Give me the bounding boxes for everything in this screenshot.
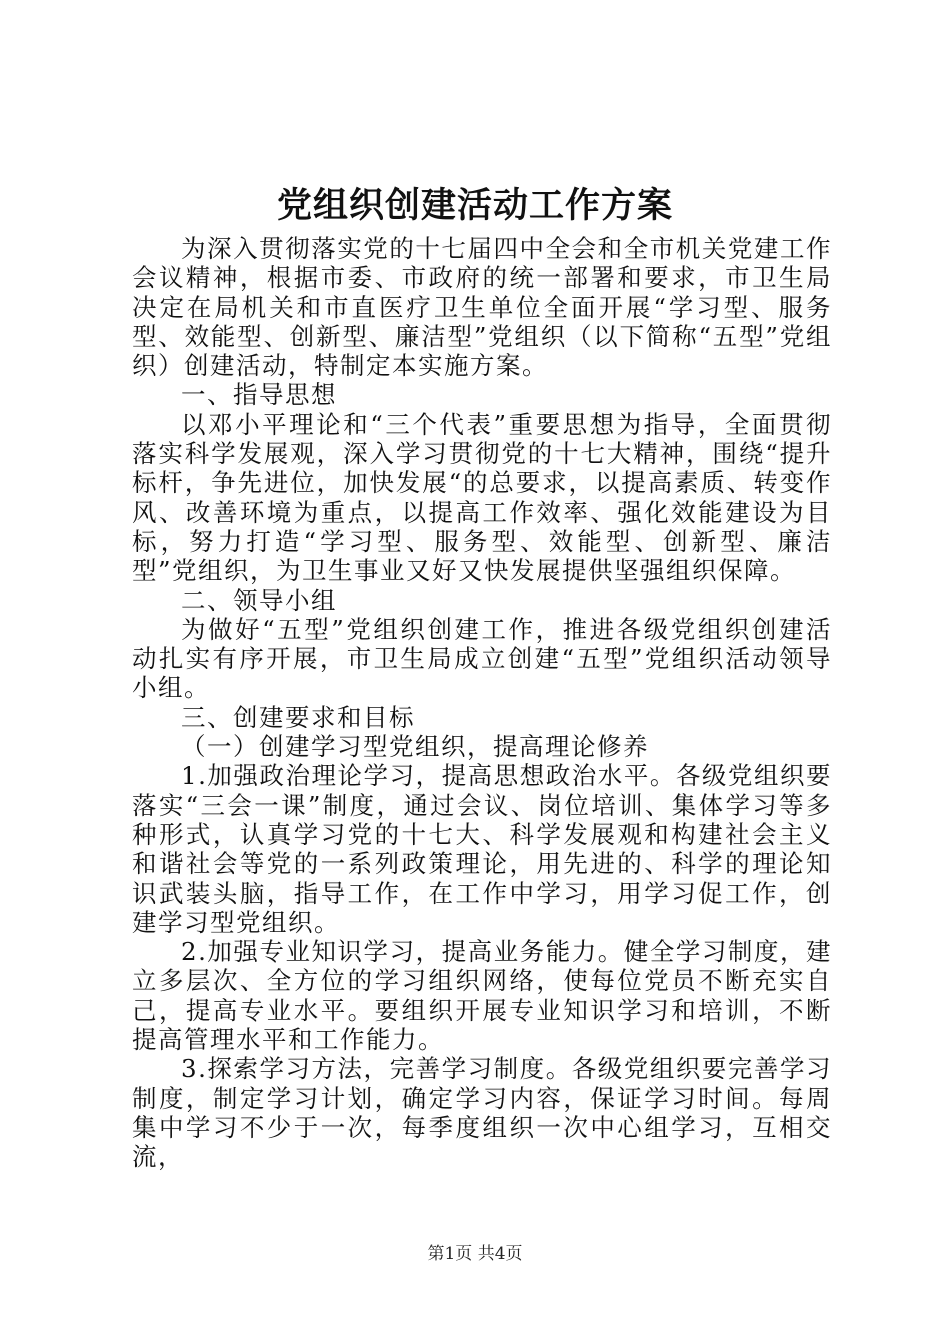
document-title: 党组织创建活动工作方案 — [276, 185, 673, 226]
page-footer: 第1页 共4页 — [427, 1244, 523, 1264]
item-3-paragraph: 3.探索学习方法，完善学习制度。各级党组织要完善学习制度，制定学习计划，确定学习内容，保证学习时间。每周集中学习不少于一次，每季度组织一次中心组学习，互相交流， — [132, 1054, 832, 1172]
guiding-ideology-paragraph: 以邓小平理论和“三个代表”重要思想为指导，全面贯彻落实科学发展观，深入学习贯彻党的十七大精神，围绕“提升标杆，争先进位，加快发展“的总要求，以提高素质、转变作风、改善环境为重点，以提高工作效率、强化效能建设为目标，努力打造“学习型、服务型、效能型、创新型、廉洁型”党组织，为卫生事业又好又快发展提供坚强组织保障。 — [132, 409, 832, 586]
section-heading-requirements-goals: 三、创建要求和目标 — [181, 702, 415, 732]
subsection-heading-learning-org: （一）创建学习型党组织，提高理论修养 — [181, 732, 649, 762]
item-2-paragraph: 2.加强专业知识学习，提高业务能力。健全学习制度，建立多层次、全方位的学习组织网络，使每位党员不断充实自己，提高专业水平。要组织开展专业知识学习和培训，不断提高管理水平和工作能力。 — [132, 937, 832, 1055]
intro-paragraph: 为深入贯彻落实党的十七届四中全会和全市机关党建工作会议精神，根据市委、市政府的统一部署和要求，市卫生局决定在局机关和市直医疗卫生单位全面开展“学习型、服务型、效能型、创新型、廉洁型”党组织（以下简称“五型”党组织）创建活动，特制定本实施方案。 — [132, 234, 832, 381]
leadership-group-paragraph: 为做好“五型”党组织创建工作，推进各级党组织创建活动扎实有序开展，市卫生局成立创建“五型”党组织活动领导小组。 — [132, 614, 832, 703]
document-body — [132, 234, 832, 1172]
section-heading-guiding-ideology: 一、指导思想 — [181, 380, 337, 410]
item-1-paragraph: 1.加强政治理论学习，提高思想政治水平。各级党组织要落实“三会一课”制度，通过会议、岗位培训、集体学习等多种形式，认真学习党的十七大、科学发展观和构建社会主义和谐社会等党的一系列政策理论，用先进的、科学的理论知识武装头脑，指导工作，在工作中学习，用学习促工作，创建学习型党组织。 — [132, 761, 832, 937]
section-heading-leadership-group: 二、领导小组 — [181, 585, 337, 615]
